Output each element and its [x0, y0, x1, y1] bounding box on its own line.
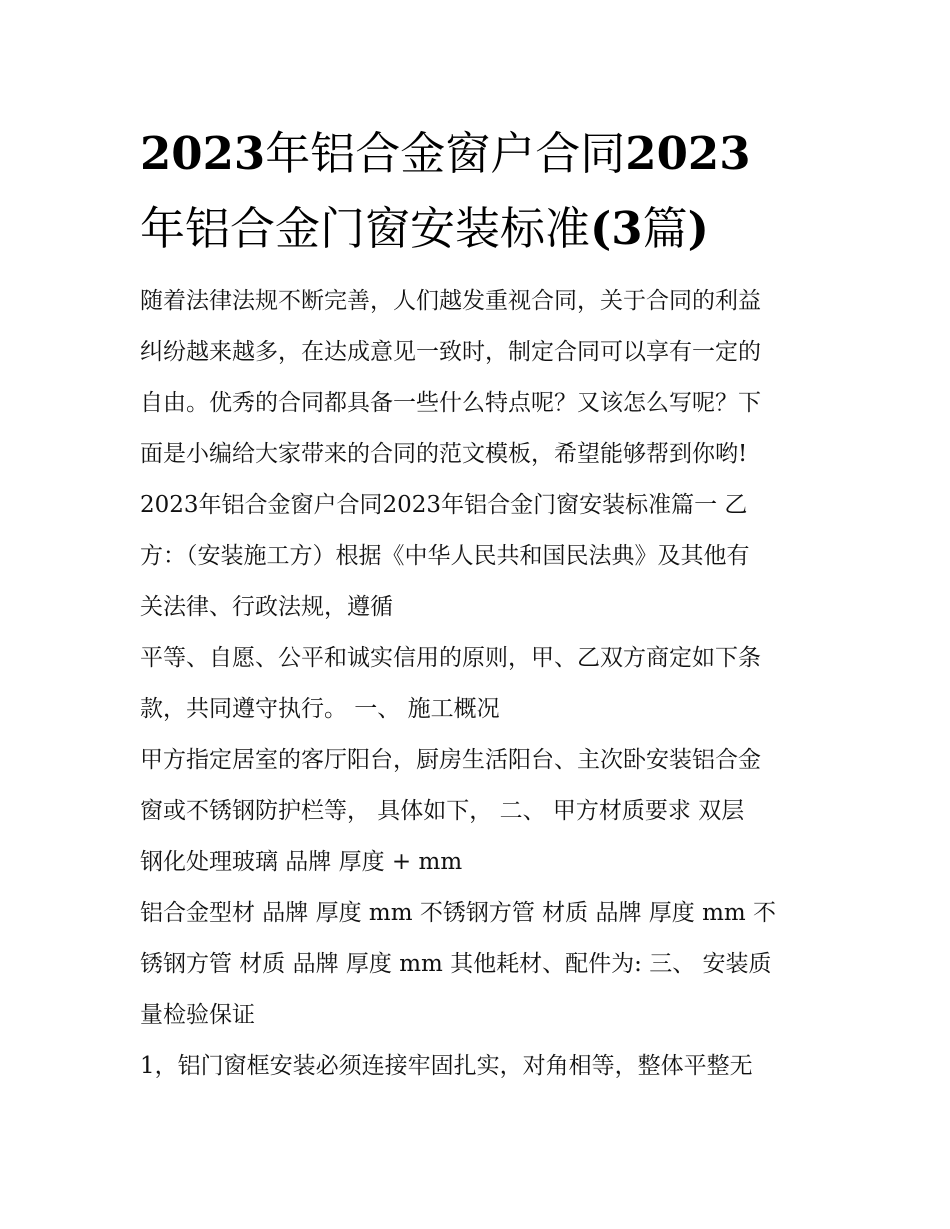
document-title: [140, 116, 820, 266]
body-line: 甲方指定居室的客厅阳台，厨房生活阳台、主次卧安装铝合金: [140, 747, 761, 773]
title-line-2: 年铝合金门窗安装标准(3篇): [140, 202, 709, 255]
body-line: 量检验保证: [140, 1002, 255, 1028]
document-body: [140, 276, 830, 1092]
title-line-1: 2023年铝合金窗户合同2023: [140, 127, 751, 180]
body-line: 2023年铝合金窗户合同2023年铝合金门窗安装标准篇一 乙: [140, 492, 748, 518]
body-line: 平等、自愿、公平和诚实信用的原则，甲、乙双方商定如下条: [140, 645, 761, 671]
body-line: 方：（安装施工方）根据《中华人民共和国民法典》及其他有: [140, 543, 750, 569]
body-line: 面是小编给大家带来的合同的范文模板，希望能够帮到你哟!: [140, 441, 748, 467]
body-line: 纠纷越来越多，在达成意见一致时，制定合同可以享有一定的: [140, 339, 761, 365]
body-line: 窗或不锈钢防护栏等， 具体如下， 二、 甲方材质要求 双层: [140, 798, 745, 824]
body-line: 钢化处理玻璃 品牌 厚度 + mm: [140, 849, 463, 875]
body-line: 1，铝门窗框安装必须连接牢固扎实，对角相等，整体平整无: [140, 1053, 753, 1079]
body-line: 铝合金型材 品牌 厚度 mm 不锈钢方管 材质 品牌 厚度 mm 不: [140, 900, 777, 926]
body-line: 随着法律法规不断完善，人们越发重视合同，关于合同的利益: [140, 288, 761, 314]
body-line: 款，共同遵守执行。 一、 施工概况: [140, 696, 500, 722]
body-line: 关法律、行政法规，遵循: [140, 594, 393, 620]
body-line: 锈钢方管 材质 品牌 厚度 mm 其他耗材、配件为: 三、 安装质: [140, 951, 772, 977]
body-line: 自由。优秀的合同都具备一些什么特点呢？又该怎么写呢？下: [140, 390, 761, 416]
